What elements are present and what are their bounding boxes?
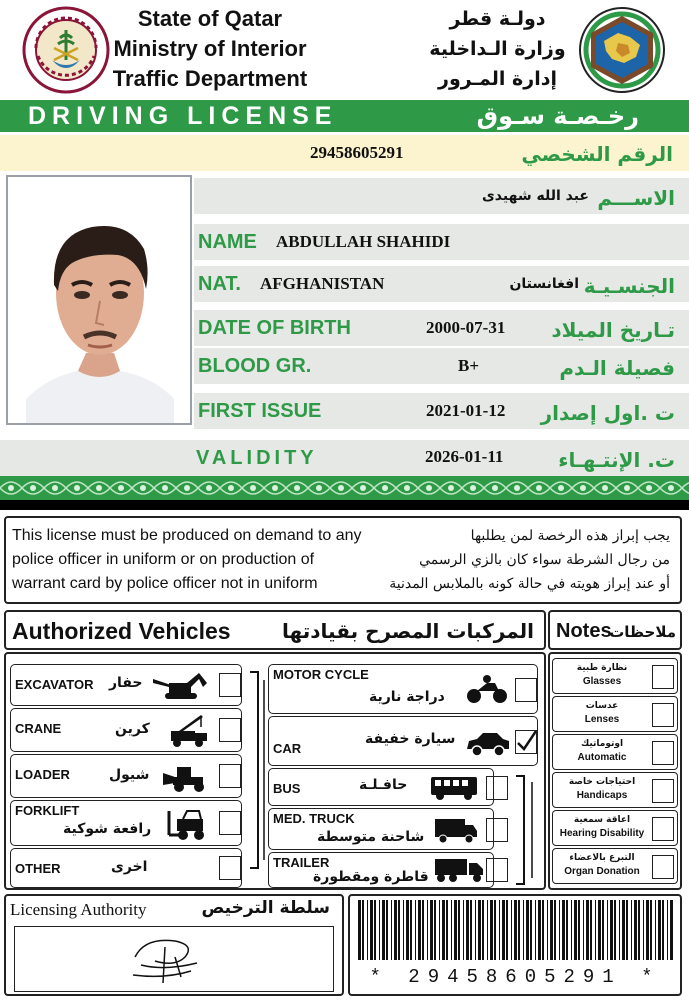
barcode-bar	[475, 900, 476, 960]
note-automatic	[552, 734, 678, 770]
blood-value: B+	[458, 356, 480, 375]
barcode-bar	[526, 900, 529, 960]
vehicle-excavator-checkbox[interactable]	[219, 673, 241, 697]
barcode-bar	[434, 900, 436, 960]
licensing-authority-ar: سلطة الترخيص	[201, 898, 330, 918]
header-en-line-2: Ministry of Interior	[113, 36, 307, 61]
barcode-bar	[658, 900, 661, 960]
signature-box	[14, 926, 334, 992]
note-handicaps	[552, 772, 678, 808]
dob-label: DATE OF BIRTH	[198, 317, 351, 339]
barcode-bar	[415, 900, 416, 960]
vehicle-car-en: CAR	[273, 741, 302, 756]
dob-ar-label: تـاريخ الميلاد	[551, 318, 675, 342]
vehicle-trailer-ar: قاطرة ومقطورة	[313, 869, 429, 885]
first-issue-value: 2021-01-12	[426, 401, 506, 420]
barcode-bar	[547, 900, 548, 960]
barcode-bar	[586, 900, 589, 960]
crane-icon	[165, 713, 211, 749]
barcode-bar	[619, 900, 620, 960]
note-handicaps-en: Handicaps	[576, 790, 628, 801]
notice-en-line-3: warrant card by police officer not in uniform	[12, 575, 318, 592]
vehicle-trailer-en: TRAILER	[273, 855, 330, 870]
barcode-bar	[379, 900, 380, 960]
vehicle-loader	[10, 754, 242, 798]
vehicle-medium-truck	[268, 808, 494, 850]
validity-value: 2026-01-11	[425, 447, 504, 466]
vehicle-trailer-checkbox[interactable]	[486, 858, 508, 882]
note-lenses	[552, 696, 678, 732]
header-ar-line-3: إدارة المـرور	[438, 68, 557, 90]
barcode-bar	[458, 900, 460, 960]
header-en-line-3: Traffic Department	[112, 66, 308, 91]
barcode-bar	[511, 900, 512, 960]
vehicle-crane-en: CRANE	[15, 721, 62, 736]
barcode-bar	[646, 900, 649, 960]
note-hearing-ar: اعاقة سمعية	[573, 815, 631, 825]
notice-ar-line-1: يجب إبراز هذه الرخصة لمن يطلبها	[470, 528, 670, 544]
barcode-bar	[595, 900, 596, 960]
name-ar-value: عبد الله شهيدى	[481, 188, 589, 204]
barcode-bar	[499, 900, 500, 960]
vehicle-loader-checkbox[interactable]	[219, 764, 241, 788]
note-hearing-en: Hearing Disability	[559, 828, 645, 839]
decorative-pattern-icon	[0, 476, 689, 500]
validity-label: VALIDITY	[196, 447, 318, 469]
barcode-bar	[362, 900, 364, 960]
vehicle-trailer	[268, 852, 494, 888]
barcode-bar	[446, 900, 448, 960]
notice-box	[4, 516, 682, 604]
vehicle-crane-ar: كرين	[115, 721, 150, 737]
barcode-bar	[482, 900, 484, 960]
note-organ-en: Organ Donation	[564, 866, 640, 877]
barcode-bar	[418, 900, 421, 960]
barcode-bar	[386, 900, 388, 960]
authorized-vehicles-header	[4, 610, 546, 650]
header-ar-line-2: وزارة الـداخلية	[429, 38, 566, 60]
note-lenses-checkbox[interactable]	[652, 703, 674, 727]
barcode-bar	[391, 900, 392, 960]
note-organ-text	[555, 852, 649, 878]
notes-title-ar: ملاحظات	[609, 623, 676, 641]
barcode-bar	[583, 900, 584, 960]
card-divider	[0, 500, 689, 510]
barcode-bar	[578, 900, 580, 960]
vehicle-motorcycle	[268, 664, 538, 714]
barcode-bar	[502, 900, 505, 960]
barcode-bar	[451, 900, 452, 960]
note-organ-donation	[552, 848, 678, 884]
note-glasses-ar: نظارة طبية	[576, 663, 628, 673]
bracket-icon	[246, 670, 268, 870]
notice-en-line-1: This license must be produced on demand to any	[12, 527, 362, 544]
personal-id-row	[0, 135, 689, 171]
barcode-bar	[463, 900, 464, 960]
validity-ar-label: ت. الإنتـهـاء	[558, 448, 675, 472]
barcode-bar	[538, 900, 541, 960]
note-glasses-text	[555, 662, 649, 688]
vehicle-forklift-ar: رافعة شوكية	[63, 821, 152, 837]
barcode-bar	[410, 900, 412, 960]
nationality-ar-label: الجنسـيـة	[583, 274, 675, 298]
barcode-bar	[427, 900, 428, 960]
barcode-bar	[602, 900, 604, 960]
note-lenses-en: Lenses	[584, 714, 620, 725]
barcode-bar	[466, 900, 469, 960]
note-automatic-en: Automatic	[577, 752, 627, 763]
name-ar-label: الاســـم	[597, 186, 675, 210]
first-issue-row	[194, 393, 689, 429]
barcode-bar	[370, 900, 373, 960]
truck-icon	[433, 817, 479, 845]
barcode-bar	[422, 900, 424, 960]
header-ar-line-1: دولـة قطر	[449, 8, 546, 30]
vehicle-medium-truck-checkbox[interactable]	[486, 818, 508, 842]
vehicle-forklift-en: FORKLIFT	[15, 803, 80, 818]
barcode-bar	[523, 900, 524, 960]
barcode-bar	[454, 900, 457, 960]
bus-icon	[429, 775, 479, 801]
barcode-bar	[667, 900, 668, 960]
note-hearing-checkbox[interactable]	[652, 817, 674, 841]
note-handicaps-checkbox[interactable]	[652, 779, 674, 803]
header-en	[100, 4, 320, 94]
title-ar: رخـصـة سـوق	[476, 102, 639, 130]
vehicle-motorcycle-en: MOTOR CYCLE	[273, 667, 369, 682]
barcode-bar	[514, 900, 517, 960]
barcode-bar	[494, 900, 496, 960]
note-glasses-en: Glasses	[582, 676, 622, 687]
vehicle-motorcycle-ar: دراجة نارية	[369, 689, 445, 705]
barcode-box	[348, 894, 682, 996]
barcode-bar	[550, 900, 553, 960]
excavator-icon	[151, 671, 209, 701]
trailer-icon	[433, 857, 485, 885]
notice-ar-line-3: أو عند إبراز هويته في حالة كونه بالملابس المدنية	[389, 576, 670, 592]
vehicle-motorcycle-checkbox[interactable]	[515, 678, 537, 702]
barcode-bar	[487, 900, 488, 960]
header-en-line-1: State of Qatar	[137, 6, 283, 31]
notes-header	[548, 610, 682, 650]
vehicle-other-ar: اخرى	[111, 859, 148, 875]
header-ar	[415, 4, 580, 94]
notes-title-en: Notes	[556, 620, 612, 642]
barcode-bar	[506, 900, 508, 960]
note-lenses-text	[555, 700, 649, 726]
vehicle-other	[10, 848, 242, 888]
barcode-bar	[358, 900, 361, 960]
barcode-bar	[607, 900, 608, 960]
notice-en	[12, 524, 392, 596]
vehicle-car-checkbox[interactable]	[515, 730, 537, 754]
name-row	[194, 224, 689, 260]
barcode-bar	[626, 900, 628, 960]
note-glasses	[552, 658, 678, 694]
personal-id-value: 29458605291	[310, 143, 404, 162]
note-organ-ar: التبرع بالاعضاء	[569, 853, 635, 863]
barcode-bar	[439, 900, 440, 960]
vehicle-car	[268, 716, 538, 766]
licensing-authority-box	[4, 894, 344, 996]
checkmark-icon	[516, 731, 536, 753]
barcode-bar	[442, 900, 445, 960]
barcode-bar	[518, 900, 520, 960]
barcode-bar	[598, 900, 601, 960]
licensing-authority-en: Licensing Authority	[10, 900, 147, 919]
barcode-text: * 29458605291 *	[369, 966, 661, 988]
note-handicaps-text	[555, 776, 649, 802]
barcode-bar	[406, 900, 409, 960]
barcode-bar	[478, 900, 481, 960]
portrait-icon	[8, 177, 190, 423]
vehicle-crane-checkbox[interactable]	[219, 718, 241, 742]
vehicle-loader-en: LOADER	[15, 767, 70, 782]
barcode-bar	[574, 900, 577, 960]
nationality-label: NAT.	[198, 273, 241, 295]
vehicles-panel	[4, 652, 546, 890]
authorized-vehicles-title-ar: المركبات المصرح بقيادتها	[282, 619, 534, 643]
personal-id-label: الرقم الشخصي	[521, 142, 673, 166]
note-hearing-disability	[552, 810, 678, 846]
note-handicaps-ar: احتياجات خاصة	[568, 777, 636, 787]
vehicle-bus-ar: حافـلـة	[359, 777, 408, 793]
first-issue-ar-label: ت .اول إصدار	[540, 401, 675, 425]
notice-en-line-2: police officer in uniform or on production of	[12, 551, 315, 568]
gcc-emblem-icon	[578, 3, 666, 97]
vehicle-medium-truck-en: MED. TRUCK	[273, 811, 355, 826]
notice-ar-line-2: من رجال الشرطة سواء كان بالزي الرسمي	[419, 552, 670, 568]
barcode-bar	[430, 900, 433, 960]
name-ar-row	[194, 178, 689, 214]
loader-icon	[161, 763, 213, 793]
vehicle-loader-ar: شيول	[109, 767, 150, 783]
name-value: ABDULLAH SHAHIDI	[276, 232, 451, 251]
barcode-bar	[571, 900, 572, 960]
barcode-bar	[670, 900, 673, 960]
notice-ar	[380, 524, 670, 596]
note-automatic-text	[555, 738, 649, 764]
note-glasses-checkbox[interactable]	[652, 665, 674, 689]
name-label: NAME	[198, 231, 257, 253]
barcode-bar	[470, 900, 472, 960]
barcode-bar	[650, 900, 652, 960]
dob-row	[194, 310, 689, 346]
barcode-bar	[622, 900, 625, 960]
qatar-emblem-icon	[22, 4, 110, 96]
barcode-icon	[358, 900, 674, 960]
barcode-bar	[542, 900, 544, 960]
holder-photo	[6, 175, 192, 425]
barcode-bar	[590, 900, 592, 960]
blood-row	[194, 348, 689, 384]
barcode-bar	[403, 900, 404, 960]
barcode-bar	[610, 900, 613, 960]
dob-value: 2000-07-31	[426, 318, 506, 337]
vehicle-forklift-checkbox[interactable]	[219, 811, 241, 835]
signature-icon	[15, 927, 331, 989]
barcode-bar	[562, 900, 565, 960]
vehicle-crane	[10, 708, 242, 752]
validity-row	[0, 440, 689, 476]
notes-panel	[548, 652, 682, 890]
nationality-row	[194, 266, 689, 302]
note-organ-checkbox[interactable]	[652, 855, 674, 879]
forklift-icon	[165, 809, 211, 841]
barcode-bar	[490, 900, 493, 960]
vehicle-other-checkbox[interactable]	[219, 856, 241, 880]
note-lenses-ar: عدسات	[585, 701, 619, 711]
authorized-vehicles-title-en: Authorized Vehicles	[12, 618, 231, 644]
barcode-bar	[559, 900, 560, 960]
barcode-bar	[535, 900, 536, 960]
barcode-bar	[374, 900, 376, 960]
vehicle-medium-truck-ar: شاحنة متوسطة	[317, 829, 425, 845]
note-hearing-text	[555, 814, 649, 840]
barcode-bar	[554, 900, 556, 960]
vehicle-other-en: OTHER	[15, 861, 61, 876]
title-band	[0, 100, 689, 132]
vehicle-excavator-ar: حفار	[109, 675, 143, 691]
vehicle-bus	[268, 768, 494, 806]
barcode-bar	[398, 900, 400, 960]
barcode-bar	[614, 900, 616, 960]
barcode-bar	[530, 900, 532, 960]
vehicle-forklift	[10, 800, 242, 846]
nationality-value: AFGHANISTAN	[260, 274, 385, 293]
barcode-bar	[631, 900, 632, 960]
note-automatic-ar: اوتوماتيك	[580, 739, 624, 749]
car-icon	[465, 731, 511, 757]
barcode-bar	[638, 900, 640, 960]
barcode-bar	[382, 900, 385, 960]
vehicle-car-ar: سيارة خفيفة	[365, 731, 456, 747]
note-automatic-checkbox[interactable]	[652, 741, 674, 765]
barcode-bar	[394, 900, 397, 960]
motorcycle-icon	[465, 673, 509, 705]
blood-ar-label: فصيلة الـدم	[559, 356, 675, 380]
title-en: DRIVING LICENSE	[28, 102, 338, 130]
barcode-bar	[634, 900, 637, 960]
group-bracket-icon	[514, 774, 538, 886]
barcode-bar	[367, 900, 368, 960]
barcode-bar	[662, 900, 664, 960]
barcode-bar	[643, 900, 644, 960]
vehicle-excavator-en: EXCAVATOR	[15, 677, 94, 692]
license-back	[0, 510, 689, 1000]
vehicle-bus-checkbox[interactable]	[486, 776, 508, 800]
first-issue-label: FIRST ISSUE	[198, 400, 322, 422]
nationality-ar-value: افغانستان	[509, 276, 579, 292]
blood-label: BLOOD GR.	[198, 355, 312, 377]
vehicle-bus-en: BUS	[273, 781, 301, 796]
barcode-bar	[566, 900, 568, 960]
vehicle-excavator	[10, 664, 242, 706]
barcode-bar	[655, 900, 656, 960]
